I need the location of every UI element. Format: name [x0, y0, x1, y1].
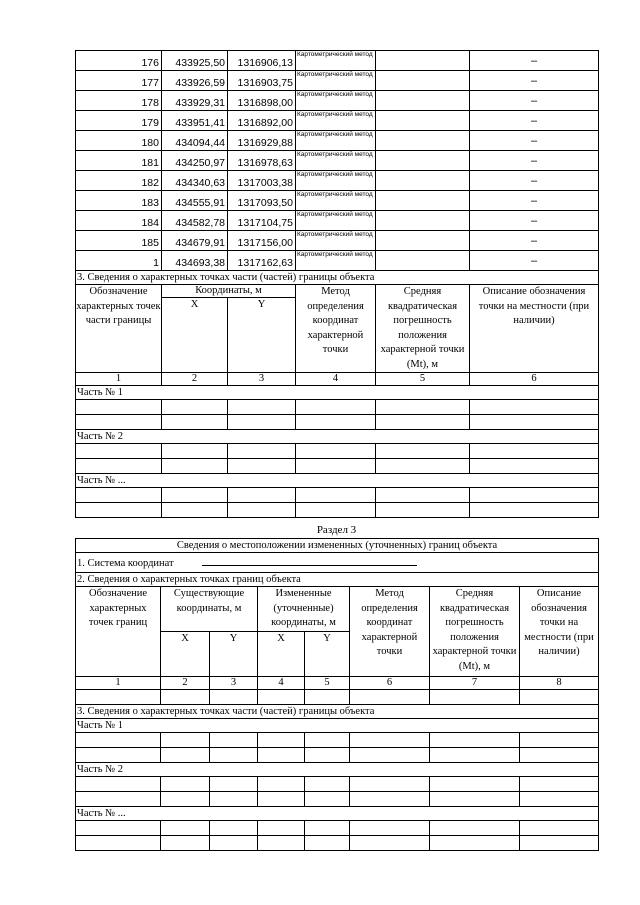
- point-x: 434340,63: [162, 171, 228, 191]
- point-number: 183: [76, 191, 162, 211]
- col-num: 6: [470, 373, 599, 386]
- empty-row: [76, 791, 599, 806]
- col-num: 2: [161, 676, 210, 689]
- part1-label: Часть № 1: [76, 386, 599, 400]
- header-x: X: [162, 298, 228, 373]
- point-error: [376, 251, 470, 271]
- point-method: Картометрический метод: [296, 251, 376, 271]
- point-error: [376, 211, 470, 231]
- part3-title-row: [76, 271, 599, 285]
- part2-label: Часть № 2: [76, 430, 599, 444]
- col-num: 7: [430, 676, 520, 689]
- points-title-row: [76, 573, 599, 587]
- point-row: [76, 91, 599, 111]
- s3-header-existing: Существующие координаты, м: [161, 587, 258, 632]
- point-method: Картометрический метод: [296, 131, 376, 151]
- section3-title: Сведения о местоположении измененных (уточненных) границ объекта: [76, 539, 599, 553]
- empty-row: [76, 820, 599, 835]
- point-method: Картометрический метод: [296, 71, 376, 91]
- point-method: Картометрический метод: [296, 51, 376, 71]
- point-row: [76, 151, 599, 171]
- point-number: 1: [76, 251, 162, 271]
- point-desc: –: [470, 51, 599, 71]
- point-desc: –: [470, 111, 599, 131]
- s3-part3-title-row: [76, 704, 599, 718]
- point-number: 185: [76, 231, 162, 251]
- point-method: Картометрический метод: [296, 211, 376, 231]
- point-number: 176: [76, 51, 162, 71]
- part1-label-row: [76, 386, 599, 400]
- point-number: 179: [76, 111, 162, 131]
- point-error: [376, 111, 470, 131]
- points-table-body: [76, 51, 599, 271]
- coord-system-blank: [202, 556, 417, 566]
- point-y: 1316906,13: [228, 51, 296, 71]
- point-x: 434693,38: [162, 251, 228, 271]
- point-y: 1317104,75: [228, 211, 296, 231]
- part3-title: 3. Сведения о характерных точках части (частей) границы объекта: [76, 271, 599, 285]
- point-x: 433929,31: [162, 91, 228, 111]
- empty-row: [76, 732, 599, 747]
- points-title: 2. Сведения о характерных точках границ объекта: [76, 573, 599, 587]
- point-row: [76, 211, 599, 231]
- point-y: 1317003,38: [228, 171, 296, 191]
- point-error: [376, 231, 470, 251]
- partn-label: Часть № ...: [76, 474, 599, 488]
- point-error: [376, 151, 470, 171]
- point-error: [376, 171, 470, 191]
- point-desc: –: [470, 211, 599, 231]
- point-method: Картометрический метод: [296, 151, 376, 171]
- point-row: [76, 111, 599, 131]
- point-error: [376, 191, 470, 211]
- col-num: 3: [210, 676, 258, 689]
- point-row: [76, 231, 599, 251]
- part2-label-row: [76, 430, 599, 444]
- s3-header-y: Y: [210, 631, 258, 676]
- point-desc: –: [470, 171, 599, 191]
- point-row: [76, 131, 599, 151]
- point-row: [76, 171, 599, 191]
- col-num: 5: [305, 676, 350, 689]
- point-y: 1316978,63: [228, 151, 296, 171]
- point-method: Картометрический метод: [296, 231, 376, 251]
- point-y: 1316929,88: [228, 131, 296, 151]
- point-error: [376, 71, 470, 91]
- point-number: 182: [76, 171, 162, 191]
- empty-row: [76, 776, 599, 791]
- col-num: 4: [296, 373, 376, 386]
- point-row: [76, 251, 599, 271]
- point-y: 1316898,00: [228, 91, 296, 111]
- point-y: 1317162,63: [228, 251, 296, 271]
- s3-partn-label: Часть № ...: [76, 806, 599, 820]
- point-desc: –: [470, 91, 599, 111]
- point-y: 1316903,75: [228, 71, 296, 91]
- header-method: Метод определения координат характерной точки: [296, 285, 376, 373]
- point-number: 177: [76, 71, 162, 91]
- point-row: [76, 191, 599, 211]
- point-y: 1317093,50: [228, 191, 296, 211]
- point-x: 433926,59: [162, 71, 228, 91]
- point-desc: –: [470, 191, 599, 211]
- section3-title-row: [76, 539, 599, 553]
- s3-partn-label-row: [76, 806, 599, 820]
- s3-header-y: Y: [305, 631, 350, 676]
- header-row-1: [76, 285, 599, 298]
- coord-system-label: 1. Система координат: [77, 557, 174, 569]
- header-error: Средняя квадратическая погрешность положения характерной точки (Mt), м: [376, 285, 470, 373]
- s3-header-row-1: [76, 587, 599, 632]
- empty-row: [76, 503, 599, 518]
- partn-label-row: [76, 474, 599, 488]
- header-designation: Обозначение характерных точек части границы: [76, 285, 162, 373]
- point-method: Картометрический метод: [296, 191, 376, 211]
- col-num: 1: [76, 373, 162, 386]
- s3-header-changed: Измененные (уточненные) координаты, м: [258, 587, 350, 632]
- header-y: Y: [228, 298, 296, 373]
- point-desc: –: [470, 71, 599, 91]
- point-error: [376, 51, 470, 71]
- col-num: 3: [228, 373, 296, 386]
- point-number: 180: [76, 131, 162, 151]
- header-coords: Координаты, м: [162, 285, 296, 298]
- point-desc: –: [470, 231, 599, 251]
- col-num: 1: [76, 676, 161, 689]
- point-method: Картометрический метод: [296, 111, 376, 131]
- column-numbers-row: [76, 373, 599, 386]
- point-desc: –: [470, 251, 599, 271]
- col-num: 8: [520, 676, 599, 689]
- col-num: 6: [350, 676, 430, 689]
- s3-part1-label: Часть № 1: [76, 718, 599, 732]
- point-row: [76, 71, 599, 91]
- s3-part2-label: Часть № 2: [76, 762, 599, 776]
- point-x: 434582,78: [162, 211, 228, 231]
- point-number: 181: [76, 151, 162, 171]
- empty-row: [76, 444, 599, 459]
- s3-header-method: Метод определения координат характерной точки: [350, 587, 430, 677]
- point-method: Картометрический метод: [296, 171, 376, 191]
- coord-system-row: [76, 553, 599, 573]
- point-y: 1316892,00: [228, 111, 296, 131]
- empty-row: [76, 488, 599, 503]
- s3-part3-title: 3. Сведения о характерных точках части (частей) границы объекта: [76, 704, 599, 718]
- empty-row: [76, 459, 599, 474]
- empty-row: [76, 415, 599, 430]
- point-x: 434679,91: [162, 231, 228, 251]
- point-error: [376, 131, 470, 151]
- s3-part2-label-row: [76, 762, 599, 776]
- point-x: 433925,50: [162, 51, 228, 71]
- point-error: [376, 91, 470, 111]
- point-row: [76, 51, 599, 71]
- col-num: 2: [162, 373, 228, 386]
- point-method: Картометрический метод: [296, 91, 376, 111]
- s3-header-x: X: [258, 631, 305, 676]
- section2-table: [75, 50, 599, 518]
- s3-header-x: X: [161, 631, 210, 676]
- empty-row: [76, 400, 599, 415]
- section3-heading: Раздел 3: [316, 524, 357, 536]
- point-y: 1317156,00: [228, 231, 296, 251]
- empty-row: [76, 689, 599, 704]
- point-x: 434250,97: [162, 151, 228, 171]
- point-x: 434555,91: [162, 191, 228, 211]
- header-desc: Описание обозначения точки на местности (при наличии): [470, 285, 599, 373]
- point-number: 184: [76, 211, 162, 231]
- s3-header-error: Средняя квадратическая погрешность положения характерной точки (Mt), м: [430, 587, 520, 677]
- s3-header-desc: Описание обозначения точки на местности (при наличии): [520, 587, 599, 677]
- point-desc: –: [470, 151, 599, 171]
- s3-header-designation: Обозначение характерных точек границ: [76, 587, 161, 677]
- empty-row: [76, 835, 599, 850]
- point-x: 434094,44: [162, 131, 228, 151]
- point-desc: –: [470, 131, 599, 151]
- point-number: 178: [76, 91, 162, 111]
- col-num: 4: [258, 676, 305, 689]
- s3-part1-label-row: [76, 718, 599, 732]
- empty-row: [76, 747, 599, 762]
- col-num: 5: [376, 373, 470, 386]
- s3-column-numbers-row: [76, 676, 599, 689]
- section3-table: [75, 538, 599, 851]
- point-x: 433951,41: [162, 111, 228, 131]
